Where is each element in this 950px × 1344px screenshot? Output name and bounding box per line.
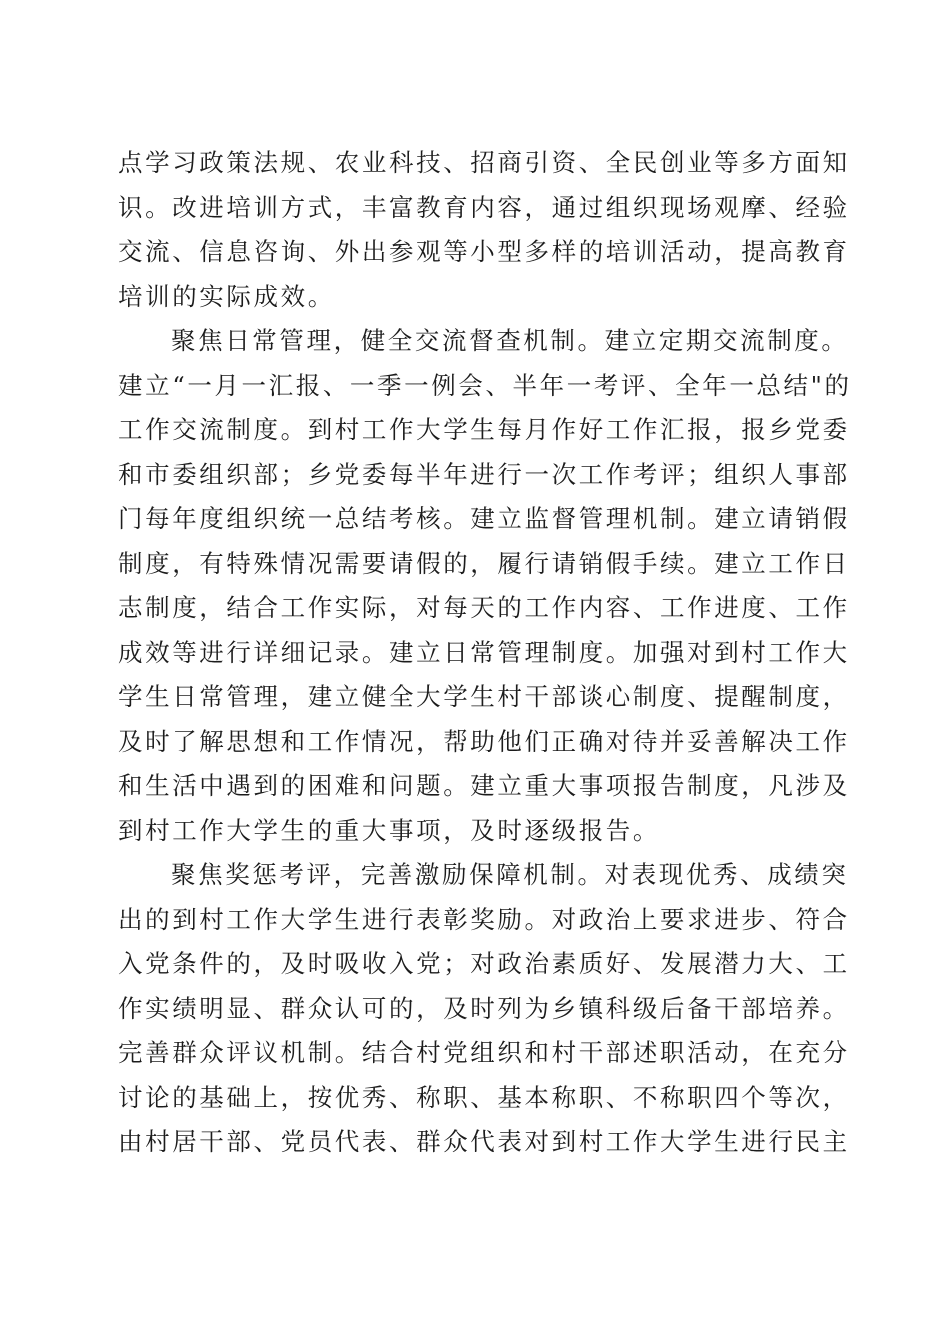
text-line: 点学习政策法规、农业科技、招商引资、全民创业等多方面知	[118, 148, 850, 177]
paragraph-start-line: 聚焦日常管理，健全交流督查机制。建立定期交流制度。	[171, 326, 849, 355]
text-line: 及时了解思想和工作情况，帮助他们正确对待并妥善解决工作	[118, 726, 850, 756]
text-line: 建立“一月一汇报、一季一例会、半年一考评、全年一总结"的	[118, 370, 852, 400]
text-line: 培训的实际成效。	[118, 281, 335, 311]
text-line: 制度，有特殊情况需要请假的，履行请销假手续。建立工作日	[118, 548, 850, 578]
paragraph-start-line: 聚焦奖惩考评，完善激励保障机制。对表现优秀、成绩突	[171, 860, 849, 889]
text-line: 工作交流制度。到村工作大学生每月作好工作汇报，报乡党委	[118, 415, 850, 444]
text-line: 学生日常管理，建立健全大学生村干部谈心制度、提醒制度，	[118, 682, 850, 711]
text-line: 交流、信息咨询、外出参观等小型多样的培训活动，提高教育	[118, 237, 850, 266]
text-line: 和生活中遇到的困难和问题。建立重大事项报告制度，凡涉及	[118, 771, 850, 800]
text-line: 成效等进行详细记录。建立日常管理制度。加强对到村工作大	[118, 637, 850, 667]
text-line: 入党条件的，及时吸收入党；对政治素质好、发展潜力大、工	[118, 949, 850, 978]
text-line: 门每年度组织统一总结考核。建立监督管理机制。建立请销假	[118, 504, 850, 533]
text-line: 讨论的基础上，按优秀、称职、基本称职、不称职四个等次，	[118, 1082, 850, 1112]
text-line: 由村居干部、党员代表、群众代表对到村工作大学生进行民主	[118, 1127, 850, 1156]
document-body	[118, 141, 852, 1165]
text-line: 作实绩明显、群众认可的，及时列为乡镇科级后备干部培养。	[118, 993, 850, 1023]
text-line: 和市委组织部；乡党委每半年进行一次工作考评；组织人事部	[118, 459, 850, 489]
text-line: 识。改进培训方式，丰富教育内容，通过组织现场观摩、经验	[118, 192, 850, 222]
text-line: 出的到村工作大学生进行表彰奖励。对政治上要求进步、符合	[118, 904, 850, 934]
text-line: 志制度，结合工作实际，对每天的工作内容、工作进度、工作	[118, 593, 850, 622]
text-line: 完善群众评议机制。结合村党组织和村干部述职活动，在充分	[118, 1038, 850, 1067]
text-line: 到村工作大学生的重大事项，及时逐级报告。	[118, 815, 660, 845]
